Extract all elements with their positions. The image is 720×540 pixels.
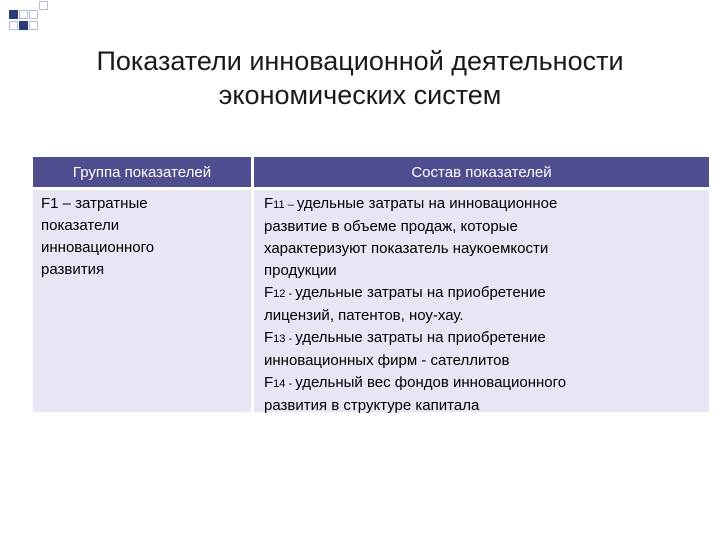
indicators-table (33, 157, 709, 412)
indicator-subscript: 14 (273, 378, 286, 390)
indicator-f11-line (264, 193, 703, 216)
header-group: Группа показателей (33, 157, 251, 187)
corner-decoration (0, 0, 60, 40)
table-row (33, 190, 709, 412)
indicator-dash: - (285, 378, 296, 390)
indicator-f14-line (264, 372, 703, 395)
group-line: F1 – затратные (41, 195, 148, 212)
indicator-subscript: 11 (273, 199, 285, 211)
slide-title (40, 44, 680, 112)
group-line: показатели (41, 217, 120, 234)
indicator-subscript: 12 (273, 288, 286, 300)
corner-square-icon (9, 10, 18, 19)
indicator-text: удельные затраты на инновационное (296, 195, 558, 212)
indicator-text: продукции (264, 262, 337, 279)
indicator-symbol: F (264, 284, 274, 301)
corner-square-icon (19, 10, 28, 19)
corner-square-icon (29, 10, 38, 19)
corner-square-icon (29, 21, 38, 30)
title-line-2: экономических систем (218, 80, 502, 110)
indicator-dash: - (285, 288, 296, 300)
indicator-text: развития в структуре капитала (264, 397, 480, 414)
table-header-row (33, 157, 709, 187)
indicator-symbol: F (264, 329, 274, 346)
indicator-dash: - (285, 333, 296, 345)
indicator-text: характеризуют показатель наукоемкости (264, 240, 549, 257)
group-line: развития (41, 261, 105, 278)
indicator-f12-line (264, 282, 703, 305)
corner-square-icon (39, 1, 48, 10)
indicator-text: инновационных фирм - сателлитов (264, 352, 510, 369)
composition-cell (254, 190, 709, 412)
indicator-dash: – (284, 199, 297, 211)
indicator-subscript: 13 (273, 333, 286, 345)
indicator-symbol: F (264, 374, 274, 391)
indicator-symbol: F (264, 195, 274, 212)
group-line: инновационного (41, 239, 155, 256)
indicator-text: лицензий, патентов, ноу-хау. (264, 307, 464, 324)
title-line-1: Показатели инновационной деятельности (96, 46, 624, 76)
header-composition: Состав показателей (254, 157, 709, 187)
indicator-text: удельные затраты на приобретение (295, 284, 546, 301)
indicator-text: удельные затраты на приобретение (295, 329, 546, 346)
corner-square-icon (9, 21, 18, 30)
indicator-f13-line (264, 327, 703, 350)
group-cell (33, 190, 251, 412)
indicator-text: развитие в объеме продаж, которые (264, 218, 518, 235)
indicator-text: удельный вес фондов инновационного (295, 374, 567, 391)
corner-square-icon (19, 21, 28, 30)
